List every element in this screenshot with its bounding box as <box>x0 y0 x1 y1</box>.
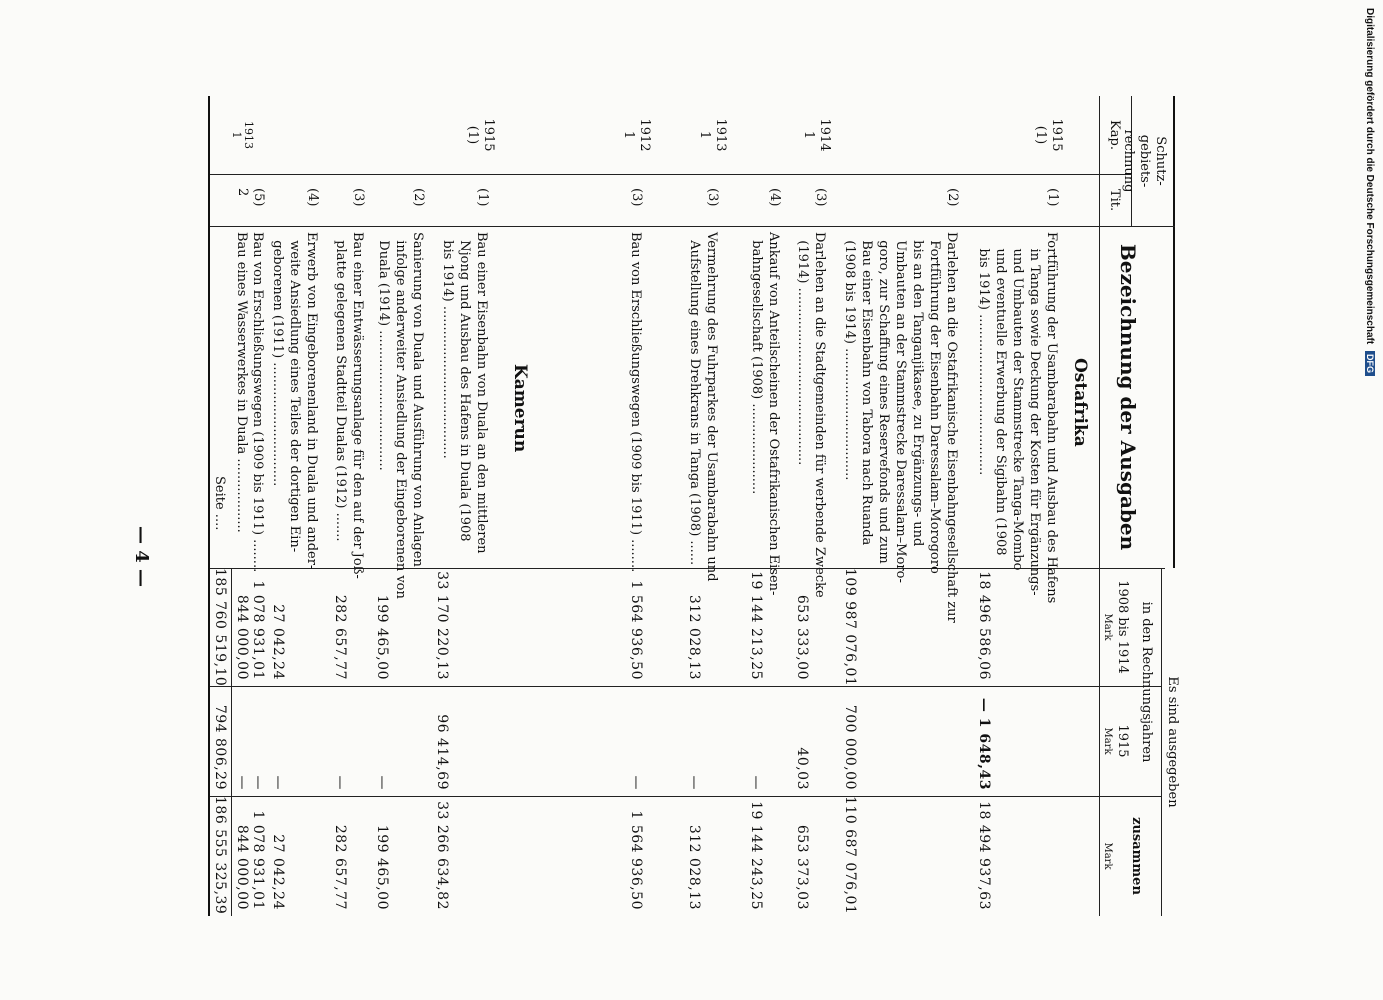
col3-unit: Mark <box>1102 842 1113 870</box>
row-tit: (5) <box>251 188 266 207</box>
row-col2: — <box>686 775 702 790</box>
row-col3: 33 266 634,82 <box>434 801 450 910</box>
row-col3: 312 028,13 <box>686 824 702 910</box>
row-tit: 2 <box>235 188 250 197</box>
row-tit: (3) <box>813 188 828 207</box>
row-tit: (2) <box>945 188 960 207</box>
row-col3: 18 494 937,63 <box>976 801 992 910</box>
row-description: Darlehen an die Stadtgemeinden für werbende Zwecke (1914) ........................................... <box>795 232 827 598</box>
kap-group-header: Schutz- gebiets- rechnung <box>1121 129 1168 193</box>
rotated-table-page <box>131 96 1250 916</box>
row-col2: — <box>234 775 250 790</box>
row-kap: 1913 1 <box>697 118 728 152</box>
row-col3: 844 000,00 <box>234 824 250 910</box>
bottom-rule <box>208 96 210 916</box>
row-tit: (1) <box>475 188 490 207</box>
col1-unit: Mark <box>1102 613 1113 641</box>
row-tit: (1) <box>1045 188 1060 207</box>
row-col3: 282 657,77 <box>332 824 348 910</box>
col2-unit: Mark <box>1102 727 1113 755</box>
row-col2: — <box>332 775 348 790</box>
row-tit: (3) <box>629 188 644 207</box>
row-col2: — <box>250 775 266 790</box>
row-col1: 312 028,13 <box>686 594 702 680</box>
header-bottom-rule <box>1099 96 1100 916</box>
digitization-credit <box>1364 8 1375 376</box>
row-col1: 27 042,24 <box>270 604 286 680</box>
col1-header: 1908 bis 1914 <box>1115 580 1130 674</box>
row-col1: 844 000,00 <box>234 594 250 680</box>
row-tit: (4) <box>767 188 782 207</box>
sep-tit-desc <box>210 226 1175 227</box>
totals-rule <box>231 568 232 916</box>
row-col1: 18 496 586,06 <box>976 571 992 680</box>
row-col3: 199 465,00 <box>374 824 390 910</box>
row-col1: 282 657,77 <box>332 594 348 680</box>
row-description: Ankauf von Anteilscheinen der Ostafrikanischen Eisen- bahngesellschaft (1908) ...................... <box>749 232 781 596</box>
section-ostafrika: Ostafrika <box>1070 358 1090 447</box>
row-col3: 1 564 936,50 <box>628 810 644 910</box>
page-number: — 4 — <box>131 526 152 588</box>
row-kap: 1913 1 <box>230 121 255 149</box>
row-description: Sanierung von Duala und Ausführung von Anlagen infolge anderweiter Ansiedlung der Eingeborenen von Duala (1914) .................................. <box>376 232 425 599</box>
row-description: Bau von Erschließungswegen (1909 bis 1911) ........ <box>250 232 265 573</box>
row-tit: (3) <box>351 188 366 207</box>
row-col1: 109 987 076,01 <box>842 568 858 687</box>
row-kap: 1912 1 <box>621 118 652 152</box>
row-col1: 1 078 931,01 <box>250 580 266 680</box>
row-description: Bau eines Wasserwerkes in Duala .................. <box>234 232 249 533</box>
row-col1: 653 333,00 <box>794 594 810 680</box>
total-col1: 185 760 519,10 <box>212 568 228 687</box>
kap-header: Kap. <box>1107 120 1122 150</box>
row-kap: 1914 1 <box>801 118 832 152</box>
row-tit: (4) <box>305 188 320 207</box>
row-description: Erwerb von Eingeborenenland in Duala und ander- weite Ansiedlung eines Teiles der dortigen Ein- geborenen (1911) .............................. <box>270 232 319 570</box>
row-col2: — <box>270 775 286 790</box>
row-col3: 653 373,03 <box>794 824 810 910</box>
row-col2: — 1 648,43 <box>976 697 992 790</box>
dfg-logo: DFG <box>1365 351 1375 376</box>
row-description: Bau von Erschließungswegen (1909 bis 1911) ........ <box>628 232 643 573</box>
ausgegeben-rule <box>1161 568 1162 916</box>
digitization-credit-text: Digitalisierung gefördert durch die Deutsche Forschungsgemeinschaft <box>1364 8 1375 345</box>
bezeichnung-header: Bezeichnung der Ausgaben <box>1116 243 1140 551</box>
row-col3: 110 687 076,01 <box>842 796 858 915</box>
sep-kap-tit <box>210 174 1132 175</box>
row-kap: 1915 (1) <box>1033 118 1064 152</box>
row-col2: 40,03 <box>794 747 810 790</box>
row-col3: 19 144 243,25 <box>748 801 764 910</box>
row-tit: (3) <box>705 188 720 207</box>
row-description: Bau einer Entwässerungsanlage für den auf der Joß- platte gelegenen Stadtteil Dualas (1912) ....... <box>333 232 365 579</box>
row-col1: 199 465,00 <box>374 594 390 680</box>
row-col2: 96 414,69 <box>434 714 450 790</box>
row-col3: 27 042,24 <box>270 834 286 910</box>
row-col1: 1 564 936,50 <box>628 580 644 680</box>
tit-header: Tit. <box>1107 188 1122 212</box>
total-col2: 794 806,29 <box>212 704 228 790</box>
row-col2: — <box>748 775 764 790</box>
rechnungsjahren-header: in den Rechnungsjahren <box>1139 601 1154 763</box>
col2-header: 1915 <box>1115 724 1130 758</box>
ausgegeben-header: Es sind ausgegeben <box>1165 568 1180 916</box>
row-col2: — <box>628 775 644 790</box>
row-description: Fortführung der Usambarabahn und Ausbau des Hafens in Tanga sowie Deckung der Kosten für Ergänzungs- und Umbauten der Stammstrecke Tanga-Mombo und eventuelle Erwerbung der Sigibahn (1908 bis 1914) ....................................... <box>976 232 1059 604</box>
row-description: Vermehrung des Fuhrparkes der Usambarabahn und Aufstellung eines Drehkrans in Tanga (1908) ...... <box>687 232 719 582</box>
row-tit: (2) <box>411 188 426 207</box>
totals-label: Seite .... <box>212 476 227 531</box>
col3-header: zusammen <box>1129 817 1144 895</box>
row-col3: 1 078 931,01 <box>250 810 266 910</box>
row-col1: 19 144 213,25 <box>748 571 764 680</box>
row-col2: — <box>374 775 390 790</box>
total-col3: 186 555 325,39 <box>212 796 228 915</box>
row-kap: 1915 (1) <box>465 118 496 152</box>
row-col2: 700 000,00 <box>842 704 858 790</box>
row-description: Darlehen an die Ostafrikanische Eisenbahngesellschaft zur Fortführung der Eisenbahn Daressalam–Morogoro bis an den Tanganjikasee, zu Ergänzungs- und Umbauten an der Stammstrecke Daressalam–Moro- goro, zur Schaffung eines Reservefonds und zum Bau einer Eisenbahn von Tabora nach Ruanda (1908 bis 1914) ................................ <box>842 232 959 623</box>
row-description: Bau einer Eisenbahn von Duala an den mittleren Njong und Ausbau des Hafens in Duala (1908 bis 1914) ..................................... <box>440 232 489 554</box>
row-col1: 33 170 220,13 <box>434 571 450 680</box>
section-kamerun: Kamerun <box>510 364 530 453</box>
